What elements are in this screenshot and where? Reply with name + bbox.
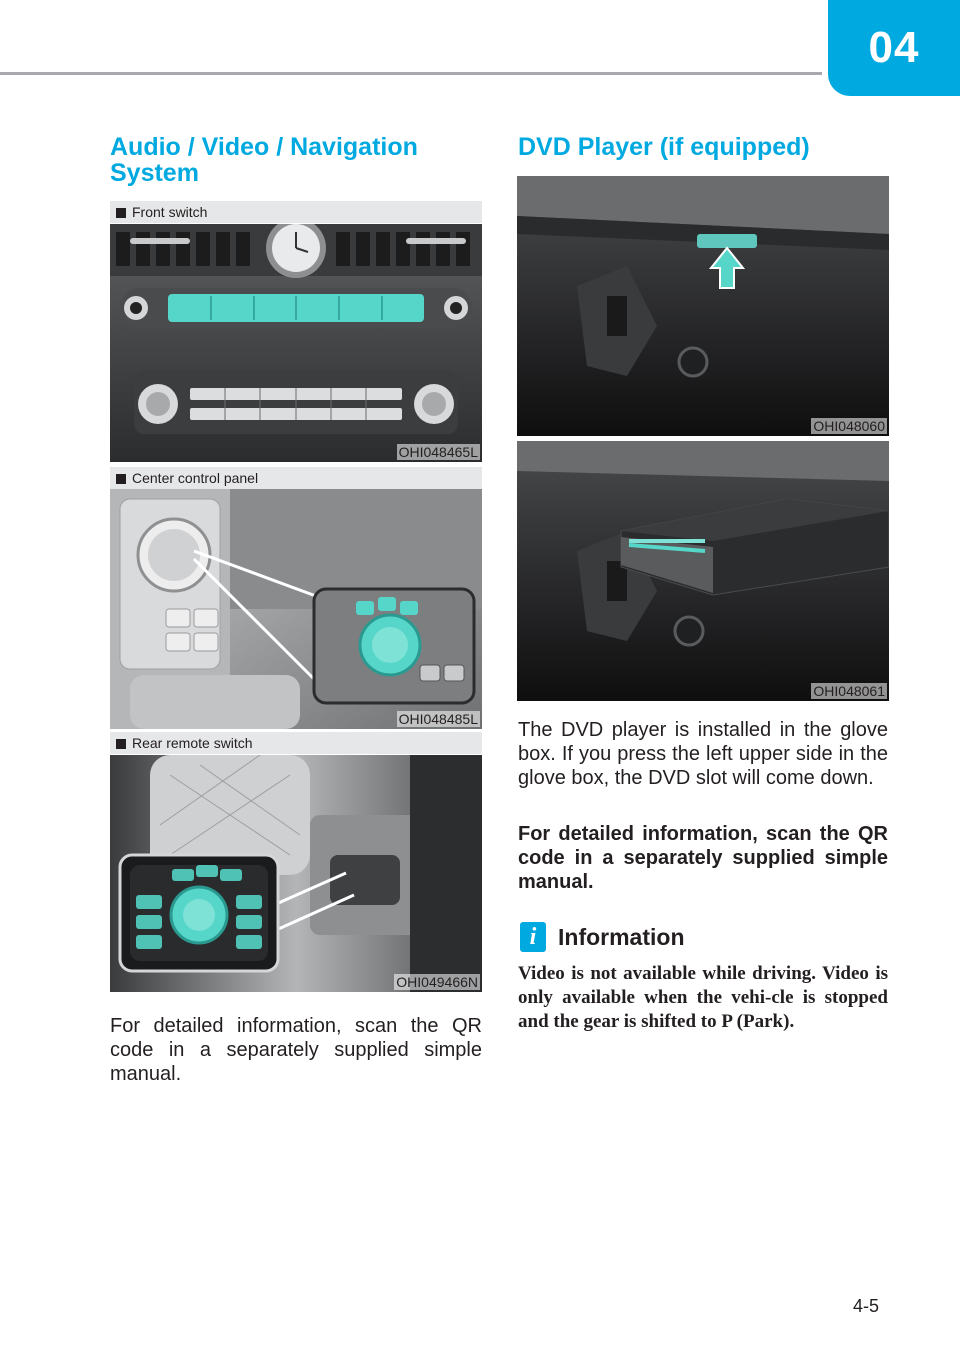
- header-rule: [0, 72, 822, 75]
- caption-text: Center control panel: [132, 470, 259, 486]
- right-body-bold-text: For detailed information, scan the QR code in a separately supplied simple manual.: [518, 823, 888, 893]
- caption-text: Rear remote switch: [132, 735, 253, 751]
- section-title-dvd: DVD Player (if equipped): [518, 133, 810, 161]
- center-control-photo: [110, 489, 482, 729]
- figure-code: OHI048061: [813, 683, 885, 699]
- chapter-tab: 04: [828, 0, 960, 96]
- caption-bullet-icon: [116, 474, 126, 484]
- figure-code: OHI049466N: [396, 974, 478, 990]
- right-body-text: The DVD player is installed in the glove box. If you press the left upper side in the glove box, the DVD slot will come down.: [518, 719, 888, 789]
- information-text: Video is not available while driving. Video is only available when the vehi-cle is stopped and the gear is shifted to P (Park).: [518, 963, 888, 1032]
- figure-code: OHI048485L: [398, 711, 478, 727]
- figure-caption-front-switch: [110, 201, 482, 223]
- caption-bullet-icon: [116, 208, 126, 218]
- figure-caption-center-control: [110, 467, 482, 489]
- figure-caption-rear-remote: [110, 732, 482, 754]
- figure-code: OHI048060: [813, 418, 885, 434]
- caption-text: Front switch: [132, 204, 208, 220]
- info-icon: i: [520, 922, 546, 952]
- rear-remote-photo: [110, 755, 482, 992]
- front-switch-photo: [110, 224, 482, 462]
- caption-bullet-icon: [116, 739, 126, 749]
- information-title: Information: [558, 923, 685, 950]
- dvd-glovebox-open-photo: [517, 441, 889, 701]
- left-body-text: For detailed information, scan the QR code in a separately supplied simple manual.: [110, 1015, 482, 1085]
- information-heading: [520, 920, 685, 954]
- page-number: 4-5: [853, 1296, 880, 1316]
- figure-code: OHI048465L: [398, 444, 478, 460]
- dvd-glovebox-closed-photo: [517, 176, 889, 436]
- section-title-audio: Audio / Video / Navigation System: [110, 133, 418, 187]
